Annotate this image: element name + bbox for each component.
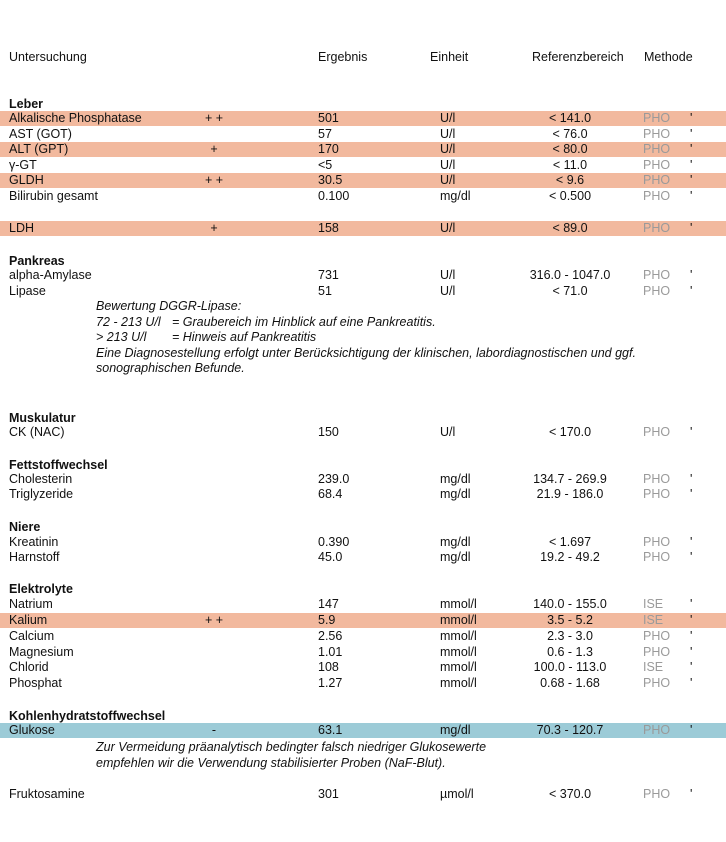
row-reference: < 9.6 xyxy=(555,173,585,187)
row-mark: ' xyxy=(690,472,693,486)
row-reference: 0.6 - 1.3 xyxy=(547,645,593,659)
lipase-note-range-2-value: > 213 U/l xyxy=(96,330,147,344)
row-reference: 0.68 - 1.68 xyxy=(540,676,600,690)
row-reference: < 370.0 xyxy=(548,787,592,801)
row-reference: 70.3 - 120.7 xyxy=(536,723,604,737)
row-mark: ' xyxy=(690,660,693,674)
row-method: PHO xyxy=(643,535,671,549)
table-row xyxy=(0,173,726,188)
row-name: γ-GT xyxy=(9,158,37,172)
row-mark: ' xyxy=(690,189,693,203)
row-value: 68.4 xyxy=(318,487,343,501)
row-reference: 134.7 - 269.9 xyxy=(533,472,607,486)
row-name: Kalium xyxy=(9,613,48,627)
row-unit: U/l xyxy=(440,268,456,282)
header-unit: Einheit xyxy=(430,50,469,64)
row-name: GLDH xyxy=(9,173,44,187)
row-name: Natrium xyxy=(9,597,53,611)
row-unit: mg/dl xyxy=(440,472,471,486)
row-mark: ' xyxy=(690,127,693,141)
row-unit: U/l xyxy=(440,111,456,125)
row-reference: < 76.0 xyxy=(552,127,588,141)
row-mark: ' xyxy=(690,629,693,643)
table-row xyxy=(0,284,726,299)
lipase-note xyxy=(96,299,636,377)
row-reference: 21.9 - 186.0 xyxy=(536,487,604,501)
row-value: 1.27 xyxy=(318,676,343,690)
row-unit: µmol/l xyxy=(440,787,474,801)
table-row xyxy=(0,787,726,802)
row-unit: mg/dl xyxy=(440,723,471,737)
row-value: 1.01 xyxy=(318,645,343,659)
header-reference: Referenzbereich xyxy=(532,50,624,64)
row-name: Lipase xyxy=(9,284,46,298)
table-row xyxy=(0,472,726,487)
row-value: 57 xyxy=(318,127,332,141)
section-niere: Niere xyxy=(9,520,41,534)
lipase-note-line-4: Eine Diagnosestellung erfolgt unter Berücksichtigung der klinischen, labordiagnostischen und ggf. xyxy=(96,345,636,360)
row-flag: + xyxy=(210,221,218,235)
row-name: Alkalische Phosphatase xyxy=(9,111,142,125)
row-reference: < 71.0 xyxy=(552,284,588,298)
glukose-note-line-1: Zur Vermeidung präanalytisch bedingter falsch niedriger Glukosewerte xyxy=(96,740,487,754)
row-reference: 19.2 - 49.2 xyxy=(540,550,600,564)
row-method: PHO xyxy=(643,723,671,737)
row-name: Phosphat xyxy=(9,676,62,690)
header-method: Methode xyxy=(644,50,693,64)
row-method: PHO xyxy=(643,111,671,125)
row-mark: ' xyxy=(690,550,693,564)
row-value: <5 xyxy=(318,158,333,172)
row-method: PHO xyxy=(643,142,671,156)
row-unit: mg/dl xyxy=(440,535,471,549)
row-unit: mmol/l xyxy=(440,676,477,690)
table-row xyxy=(0,111,726,126)
row-value: 501 xyxy=(318,111,339,125)
row-reference: < 141.0 xyxy=(548,111,592,125)
row-name: Magnesium xyxy=(9,645,74,659)
row-method: PHO xyxy=(643,173,671,187)
row-method: PHO xyxy=(643,472,671,486)
table-row xyxy=(0,550,726,565)
lipase-note-range-2 xyxy=(96,330,636,346)
row-method: ISE xyxy=(643,597,664,611)
row-mark: ' xyxy=(690,676,693,690)
row-mark: ' xyxy=(690,535,693,549)
row-value: 170 xyxy=(318,142,339,156)
header-test: Untersuchung xyxy=(9,50,87,64)
row-reference: < 11.0 xyxy=(552,158,588,172)
row-flag: + + xyxy=(204,613,224,627)
row-unit: U/l xyxy=(440,173,456,187)
table-row xyxy=(0,645,726,660)
row-mark: ' xyxy=(690,613,693,627)
row-unit: mg/dl xyxy=(440,550,471,564)
row-value: 51 xyxy=(318,284,332,298)
lipase-note-range-1-value: 72 - 213 U/l xyxy=(96,314,161,329)
row-unit: U/l xyxy=(440,425,456,439)
row-mark: ' xyxy=(690,221,693,235)
row-method: ISE xyxy=(643,613,664,627)
table-row xyxy=(0,142,726,157)
row-value: 239.0 xyxy=(318,472,350,486)
row-method: PHO xyxy=(643,284,671,298)
row-flag: + xyxy=(210,142,218,156)
row-name: Cholesterin xyxy=(9,472,73,486)
section-elektrolyte: Elektrolyte xyxy=(9,582,73,596)
row-reference: 140.0 - 155.0 xyxy=(533,597,607,611)
lipase-note-range-1 xyxy=(96,315,636,331)
row-value: 108 xyxy=(318,660,339,674)
row-value: 30.5 xyxy=(318,173,343,187)
row-mark: ' xyxy=(690,142,693,156)
table-row xyxy=(0,597,726,612)
row-mark: ' xyxy=(690,487,693,501)
row-value: 5.9 xyxy=(318,613,336,627)
header-result: Ergebnis xyxy=(318,50,368,64)
row-unit: U/l xyxy=(440,142,456,156)
table-row xyxy=(0,676,726,691)
section-fettstoffwechsel: Fettstoffwechsel xyxy=(9,458,108,472)
row-method: PHO xyxy=(643,189,671,203)
row-mark: ' xyxy=(690,425,693,439)
row-reference: 2.3 - 3.0 xyxy=(547,629,593,643)
row-reference: < 89.0 xyxy=(552,221,588,235)
table-row xyxy=(0,629,726,644)
row-value: 147 xyxy=(318,597,339,611)
row-value: 301 xyxy=(318,787,339,801)
row-method: PHO xyxy=(643,487,671,501)
table-row xyxy=(0,221,726,236)
row-mark: ' xyxy=(690,284,693,298)
row-unit: mg/dl xyxy=(440,487,471,501)
row-mark: ' xyxy=(690,268,693,282)
table-row xyxy=(0,268,726,283)
row-reference: 100.0 - 113.0 xyxy=(533,660,607,674)
row-value: 2.56 xyxy=(318,629,343,643)
row-method: PHO xyxy=(643,268,671,282)
lipase-note-title: Bewertung DGGR-Lipase: xyxy=(96,299,242,313)
table-row xyxy=(0,189,726,204)
row-mark: ' xyxy=(690,723,693,737)
row-mark: ' xyxy=(690,111,693,125)
row-name: Calcium xyxy=(9,629,55,643)
row-unit: U/l xyxy=(440,221,456,235)
table-row xyxy=(0,158,726,173)
row-method: ISE xyxy=(643,660,664,674)
lipase-note-line-5: sonographischen Befunde. xyxy=(96,361,245,375)
row-unit: U/l xyxy=(440,158,456,172)
row-name: alpha-Amylase xyxy=(9,268,92,282)
row-reference: < 170.0 xyxy=(548,425,592,439)
table-row xyxy=(0,535,726,550)
row-method: PHO xyxy=(643,629,671,643)
table-row xyxy=(0,127,726,142)
table-row xyxy=(0,487,726,502)
row-reference: < 80.0 xyxy=(552,142,588,156)
row-reference: 3.5 - 5.2 xyxy=(547,613,593,627)
lipase-note-range-1-text: = Graubereich im Hinblick auf eine Pankreatitis. xyxy=(172,314,436,329)
section-kohlenhydratstoffwechsel: Kohlenhydratstoffwechsel xyxy=(9,709,166,723)
row-unit: mmol/l xyxy=(440,597,477,611)
section-leber: Leber xyxy=(9,97,44,111)
row-reference: 316.0 - 1047.0 xyxy=(529,268,611,282)
row-unit: mmol/l xyxy=(440,645,477,659)
row-value: 0.390 xyxy=(318,535,350,549)
row-method: PHO xyxy=(643,158,671,172)
row-unit: mmol/l xyxy=(440,660,477,674)
row-method: PHO xyxy=(643,221,671,235)
row-flag: + + xyxy=(204,111,224,125)
row-method: PHO xyxy=(643,425,671,439)
row-mark: ' xyxy=(690,597,693,611)
section-muskulatur: Muskulatur xyxy=(9,411,76,425)
table-row xyxy=(0,613,726,628)
row-name: Fruktosamine xyxy=(9,787,85,801)
row-mark: ' xyxy=(690,158,693,172)
row-reference: < 0.500 xyxy=(548,189,592,203)
row-name: AST (GOT) xyxy=(9,127,72,141)
row-name: CK (NAC) xyxy=(9,425,65,439)
table-row xyxy=(0,723,726,738)
row-flag: + + xyxy=(204,173,224,187)
table-row xyxy=(0,660,726,675)
row-method: PHO xyxy=(643,676,671,690)
row-method: PHO xyxy=(643,550,671,564)
row-name: Chlorid xyxy=(9,660,49,674)
row-unit: mg/dl xyxy=(440,189,471,203)
row-value: 731 xyxy=(318,268,339,282)
glukose-note xyxy=(96,740,486,771)
row-method: PHO xyxy=(643,645,671,659)
row-method: PHO xyxy=(643,787,671,801)
table-header xyxy=(0,50,726,66)
row-name: Glukose xyxy=(9,723,55,737)
row-unit: mmol/l xyxy=(440,613,477,627)
row-unit: mmol/l xyxy=(440,629,477,643)
row-value: 158 xyxy=(318,221,339,235)
row-name: Harnstoff xyxy=(9,550,60,564)
row-value: 0.100 xyxy=(318,189,350,203)
glukose-note-line-2: empfehlen wir die Verwendung stabilisierter Proben (NaF-Blut). xyxy=(96,755,446,770)
section-pankreas: Pankreas xyxy=(9,254,65,268)
lipase-note-range-2-text: = Hinweis auf Pankreatitis xyxy=(172,330,317,344)
row-name: Triglyzeride xyxy=(9,487,74,501)
row-method: PHO xyxy=(643,127,671,141)
row-mark: ' xyxy=(690,787,693,801)
row-name: ALT (GPT) xyxy=(9,142,69,156)
row-value: 45.0 xyxy=(318,550,343,564)
row-value: 63.1 xyxy=(318,723,343,737)
row-name: Kreatinin xyxy=(9,535,59,549)
row-value: 150 xyxy=(318,425,339,439)
row-unit: U/l xyxy=(440,127,456,141)
table-row xyxy=(0,425,726,440)
row-unit: U/l xyxy=(440,284,456,298)
row-reference: < 1.697 xyxy=(548,535,592,549)
row-mark: ' xyxy=(690,645,693,659)
row-name: Bilirubin gesamt xyxy=(9,189,98,203)
row-name: LDH xyxy=(9,221,35,235)
row-flag: - xyxy=(211,723,217,737)
row-mark: ' xyxy=(690,173,693,187)
